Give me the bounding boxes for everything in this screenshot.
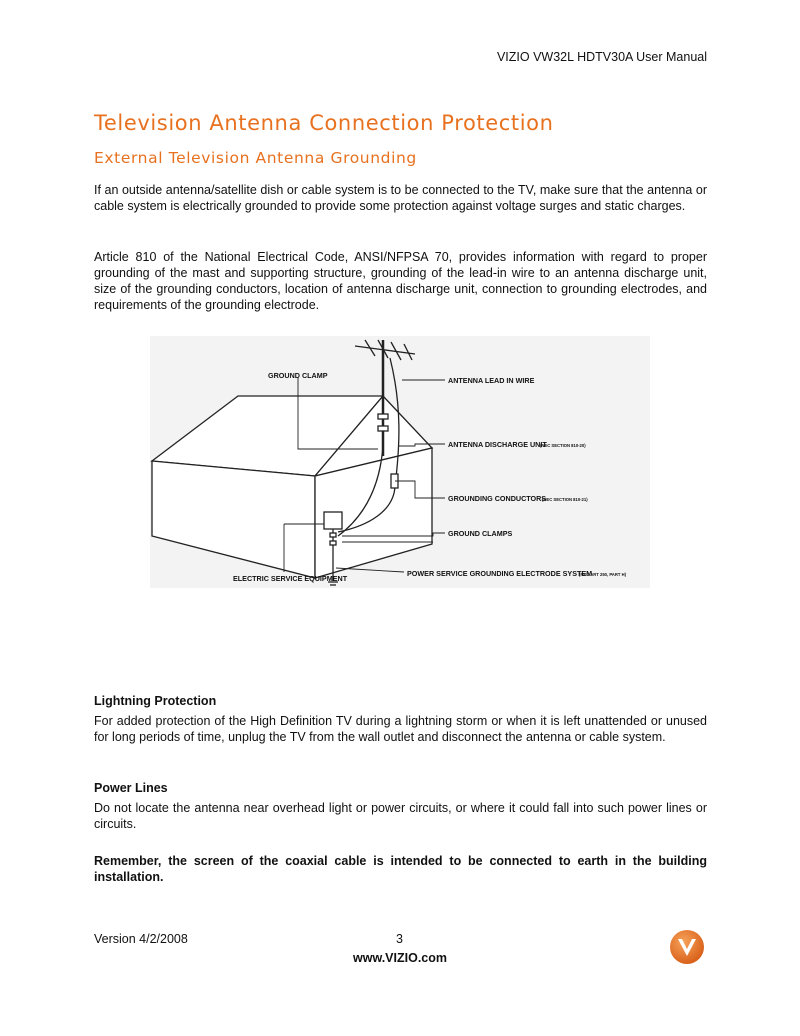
remember-note: Remember, the screen of the coaxial cable is intended to be connected to earth in the building installation.: [94, 854, 707, 884]
label-discharge-unit-ref: (NEC SECTION 810-20): [540, 443, 586, 448]
label-electric-service: ELECTRIC SERVICE EQUIPMENT: [233, 574, 348, 583]
intro-paragraph: If an outside antenna/satellite dish or cable system is to be connected to the TV, make sure that the antenna or cable system is electrically grounded to provide some protection against voltage surges and static charges.: [94, 183, 707, 213]
lightning-title: Lightning Protection: [94, 694, 217, 708]
footer-url: www.VIZIO.com: [353, 951, 447, 965]
lightning-paragraph: For added protection of the High Definition TV during a lightning storm or when it is left unattended or unused for long periods of time, unplug the TV from the wall outlet and disconnect the antenna or cable system.: [94, 714, 707, 744]
label-grounding-conductors: GROUNDING CONDUCTORS: [448, 494, 547, 503]
vizio-logo: [669, 929, 705, 965]
label-antenna-lead: ANTENNA LEAD IN WIRE: [448, 376, 535, 385]
article-paragraph: Article 810 of the National Electrical Code, ANSI/NFPSA 70, provides information with regard to proper grounding of the mast and supporting structure, grounding of the lead-in wire to an antenna discharge unit, size of the grounding conductors, location of antenna discharge unit, connection to grounding electrodes, and requirements of the grounding electrode.: [94, 250, 707, 312]
power-lines-title: Power Lines: [94, 781, 168, 795]
antenna-grounding-diagram: [150, 336, 650, 588]
page-number: 3: [396, 932, 403, 946]
label-power-service: POWER SERVICE GROUNDING ELECTRODE SYSTEM: [407, 569, 593, 578]
label-grounding-conductors-ref: (NEC SECTION 810-21): [542, 497, 588, 502]
footer-version: Version 4/2/2008: [94, 932, 188, 946]
manual-title: VIZIO VW32L HDTV30A User Manual: [496, 50, 707, 64]
page-heading: Television Antenna Connection Protection: [94, 111, 554, 135]
power-lines-paragraph: Do not locate the antenna near overhead light or power circuits, or where it could fall into such power lines or circuits.: [94, 801, 707, 831]
label-discharge-unit: ANTENNA DISCHARGE UNIT: [448, 440, 547, 449]
label-ground-clamp: GROUND CLAMP: [268, 371, 328, 380]
label-power-service-ref: (NEC ART 250, PART H): [579, 572, 626, 577]
page-subheading: External Television Antenna Grounding: [94, 149, 417, 167]
label-ground-clamps: GROUND CLAMPS: [448, 529, 513, 538]
